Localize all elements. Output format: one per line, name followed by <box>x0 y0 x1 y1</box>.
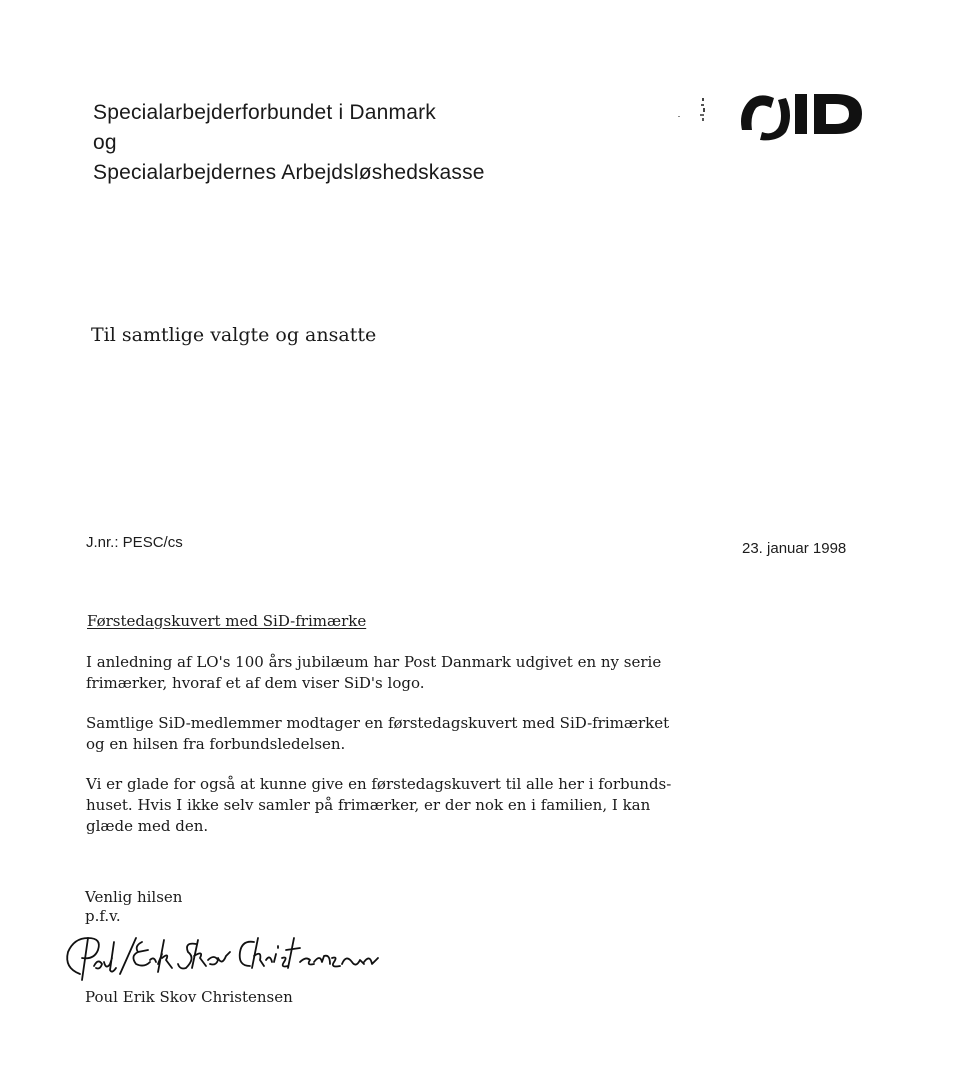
text-line: Samtlige SiD-medlemmer modtager en førstedagskuvert med SiD-frimærket <box>86 714 670 732</box>
closing-block <box>85 888 182 926</box>
letter-date: 23. januar 1998 <box>742 540 847 557</box>
text-line: frimærker, hvoraf et af dem viser SiD's logo. <box>86 674 425 692</box>
body-paragraph-3 <box>86 774 671 837</box>
signer-name: Poul Erik Skov Christensen <box>85 988 293 1006</box>
organization-header <box>93 98 485 188</box>
sid-logo <box>738 86 868 144</box>
org-name-line-3: Specialarbejdernes Arbejdsløshedskasse <box>93 161 485 184</box>
body-paragraph-2 <box>86 713 669 755</box>
greeting: Venlig hilsen <box>85 888 183 906</box>
scan-specks <box>676 92 716 132</box>
text-line: I anledning af LO's 100 års jubilæum har Post Danmark udgivet en ny serie <box>86 653 662 671</box>
body-paragraph-1 <box>86 652 661 694</box>
text-line: glæde med den. <box>86 817 209 835</box>
org-name-line-2: og <box>93 131 117 154</box>
handwritten-signature <box>58 928 388 988</box>
journal-number: J.nr.: PESC/cs <box>86 534 183 551</box>
text-line: huset. Hvis I ikke selv samler på frimærker, er der nok en i familien, I kan <box>86 796 651 814</box>
on-behalf-of: p.f.v. <box>85 907 121 925</box>
recipient-line: Til samtlige valgte og ansatte <box>91 324 377 346</box>
text-line: og en hilsen fra forbundsledelsen. <box>86 735 346 753</box>
org-name-line-1: Specialarbejderforbundet i Danmark <box>93 101 436 124</box>
subject-line: Førstedagskuvert med SiD-frimærke <box>87 612 367 630</box>
text-line: Vi er glade for også at kunne give en førstedagskuvert til alle her i forbunds- <box>86 775 672 793</box>
